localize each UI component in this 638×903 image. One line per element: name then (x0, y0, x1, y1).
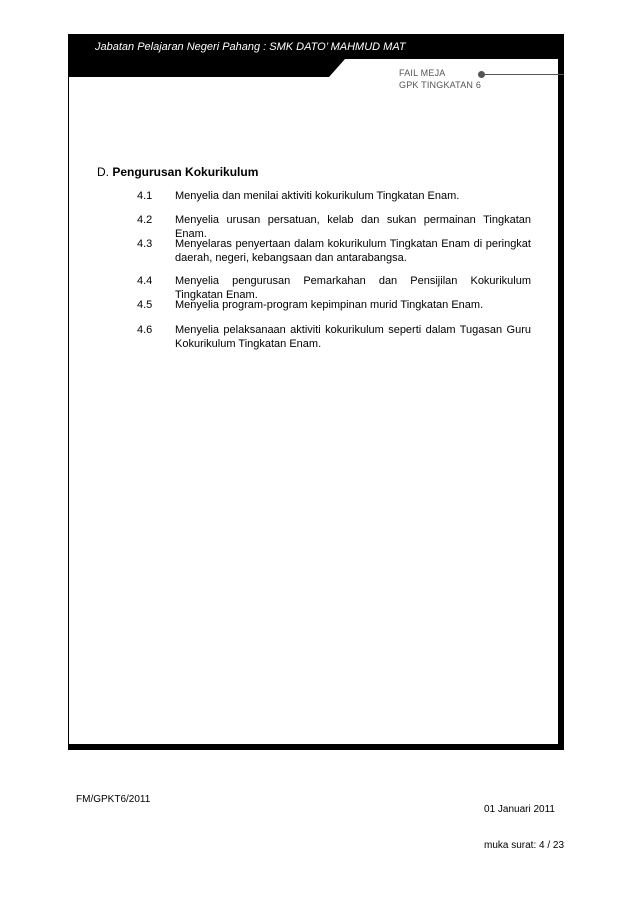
form-code: FM/GPKT6/2011 (76, 794, 151, 805)
file-label-rule (480, 74, 564, 75)
item-text: Menyelia pengurusan Pemarkahan dan Pensijilan Kokurikulum Tingkatan Enam. (175, 275, 531, 301)
item-number: 4.6 (137, 324, 153, 336)
item-number: 4.2 (137, 214, 153, 226)
page-frame (68, 34, 564, 750)
item-text: Menyelia program-program kepimpinan murid Tingkatan Enam. (175, 299, 484, 311)
file-label-line-1: FAIL MEJA (399, 68, 446, 78)
item-text: Menyelia pelaksanaan aktiviti kokurikulum seperti dalam Tugasan Guru Kokurikulum Tingkatan Enam. (175, 324, 531, 350)
section-title (97, 165, 258, 179)
item-number: 4.3 (137, 238, 153, 250)
section-heading: Pengurusan Kokurikulum (112, 165, 259, 179)
file-label-line-2: GPK TINGKATAN 6 (399, 80, 482, 90)
file-label-dot-icon (478, 71, 485, 78)
section-prefix: D. (97, 165, 109, 179)
item-text: Menyelaras penyertaan dalam kokurikulum Tingkatan Enam di peringkat daerah, negeri, kebangsaan dan antarabangsa. (175, 238, 531, 264)
item-text: Menyelia urusan persatuan, kelab dan sukan permainan Tingkatan Enam. (175, 214, 531, 240)
header-title: Jabatan Pelajaran Negeri Pahang : SMK DATO’ MAHMUD MAT (95, 41, 406, 53)
item-number: 4.4 (137, 275, 153, 287)
page-number: muka surat: 4 / 23 (484, 840, 565, 851)
item-text: Menyelia dan menilai aktiviti kokurikulum Tingkatan Enam. (175, 190, 460, 202)
file-label (399, 67, 481, 91)
header-tail-decoration (69, 59, 345, 77)
item-number: 4.1 (137, 190, 153, 202)
document-date: 01 Januari 2011 (484, 804, 555, 815)
header-bar (69, 35, 558, 59)
item-number: 4.5 (137, 299, 153, 311)
